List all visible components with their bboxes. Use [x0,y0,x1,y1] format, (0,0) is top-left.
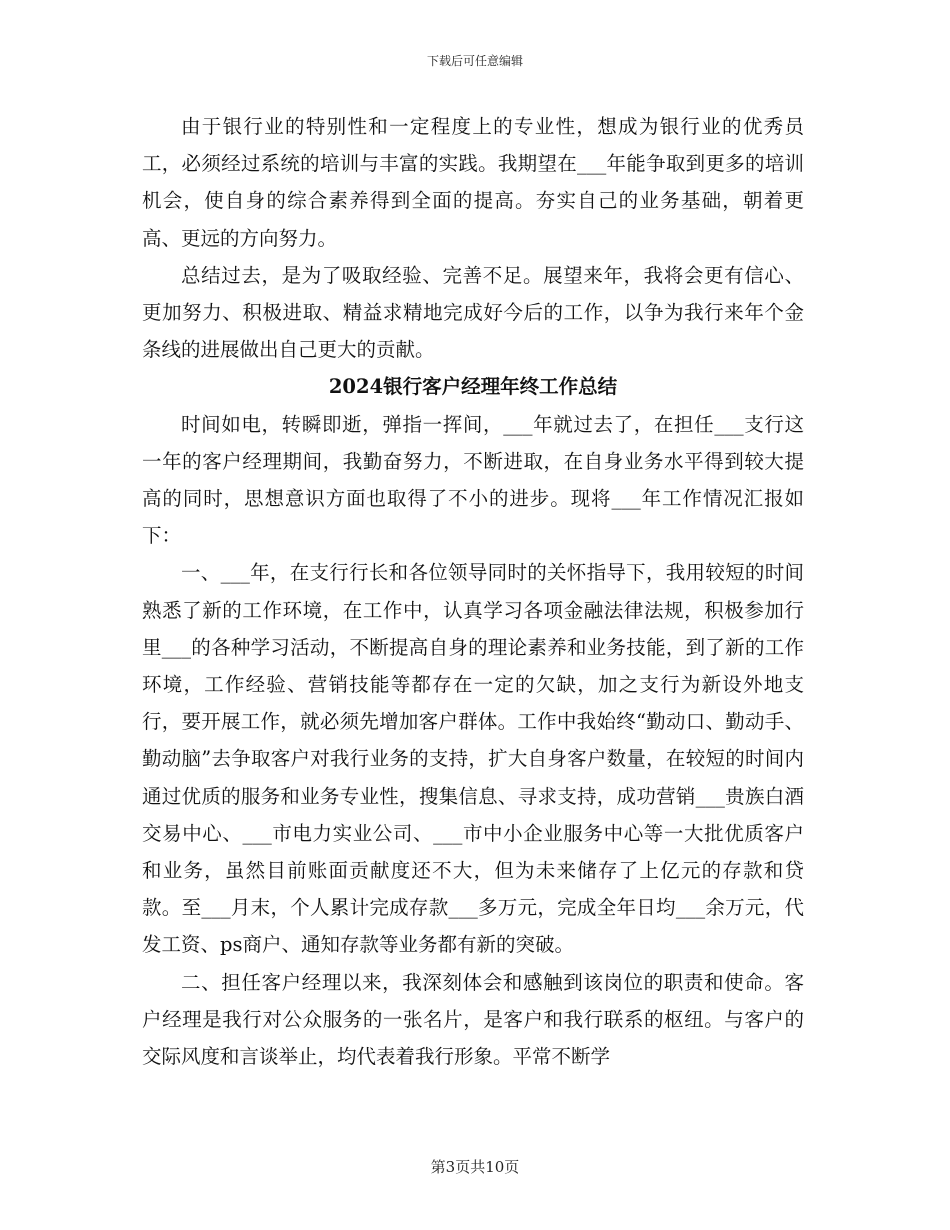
paragraph: 总结过去，是为了吸取经验、完善不足。展望来年，我将会更有信心、更加努力、积极进取、精益求精地完成好今后的工作，以争为我行来年个金条线的进展做出自己更大的贡献。 [142,263,804,362]
paragraph: 二、担任客户经理以来，我深刻体会和感触到该岗位的职责和使命。客户经理是我行对公众服务的一张名片，是客户和我行联系的枢纽。与客户的交际风度和言谈举止，均代表着我行形象。平常不断学 [142,970,804,1069]
page-footer: 第3页共10页 [430,1158,520,1176]
page-header: 下载后可任意编辑 [426,54,523,68]
paragraph: 由于银行业的特别性和一定程度上的专业性，想成为银行业的优秀员工，必须经过系统的培训与丰富的实践。我期望在___年能争取到更多的培训机会，使自身的综合素养得到全面的提高。夯实自己的业务基础，朝着更高、更远的方向努力。 [142,115,804,250]
document-body [142,108,804,1075]
paragraph: 时间如电，转瞬即逝，弹指一挥间，___年就过去了，在担任___支行这一年的客户经理期间，我勤奋努力，不断进取，在自身业务水平得到较大提高的同时，思想意识方面也取得了不小的进步。现将___年工作情况汇报如下： [142,412,804,548]
paragraph: 一、___年，在支行行长和各位领导同时的关怀指导下，我用较短的时间熟悉了新的工作环境，在工作中，认真学习各项金融法律法规，积极参加行里___的各种学习活动，不断提高自身的理论素养和业务技能，到了新的工作环境，工作经验、营销技能等都存在一定的欠缺，加之支行为新设外地支行，要开展工作，就必须先增加客户群体。工作中我始终“勤动口、勤动手、勤动脑”去争取客户对我行业务的支持，扩大自身客户数量，在较短的时间内通过优质的服务和业务专业性，搜集信息、寻求支持，成功营销___贵族白酒交易中心、___市电力实业公司、___市中小企业服务中心等一大批优质客户和业务，虽然目前账面贡献度还不大，但为未来储存了上亿元的存款和贷款。至___月末，个人累计完成存款___多万元，完成全年日均___余万元，代发工资、ps商户、通知存款等业务都有新的突破。 [142,561,804,957]
section-title: 2024银行客户经理年终工作总结 [328,375,618,399]
